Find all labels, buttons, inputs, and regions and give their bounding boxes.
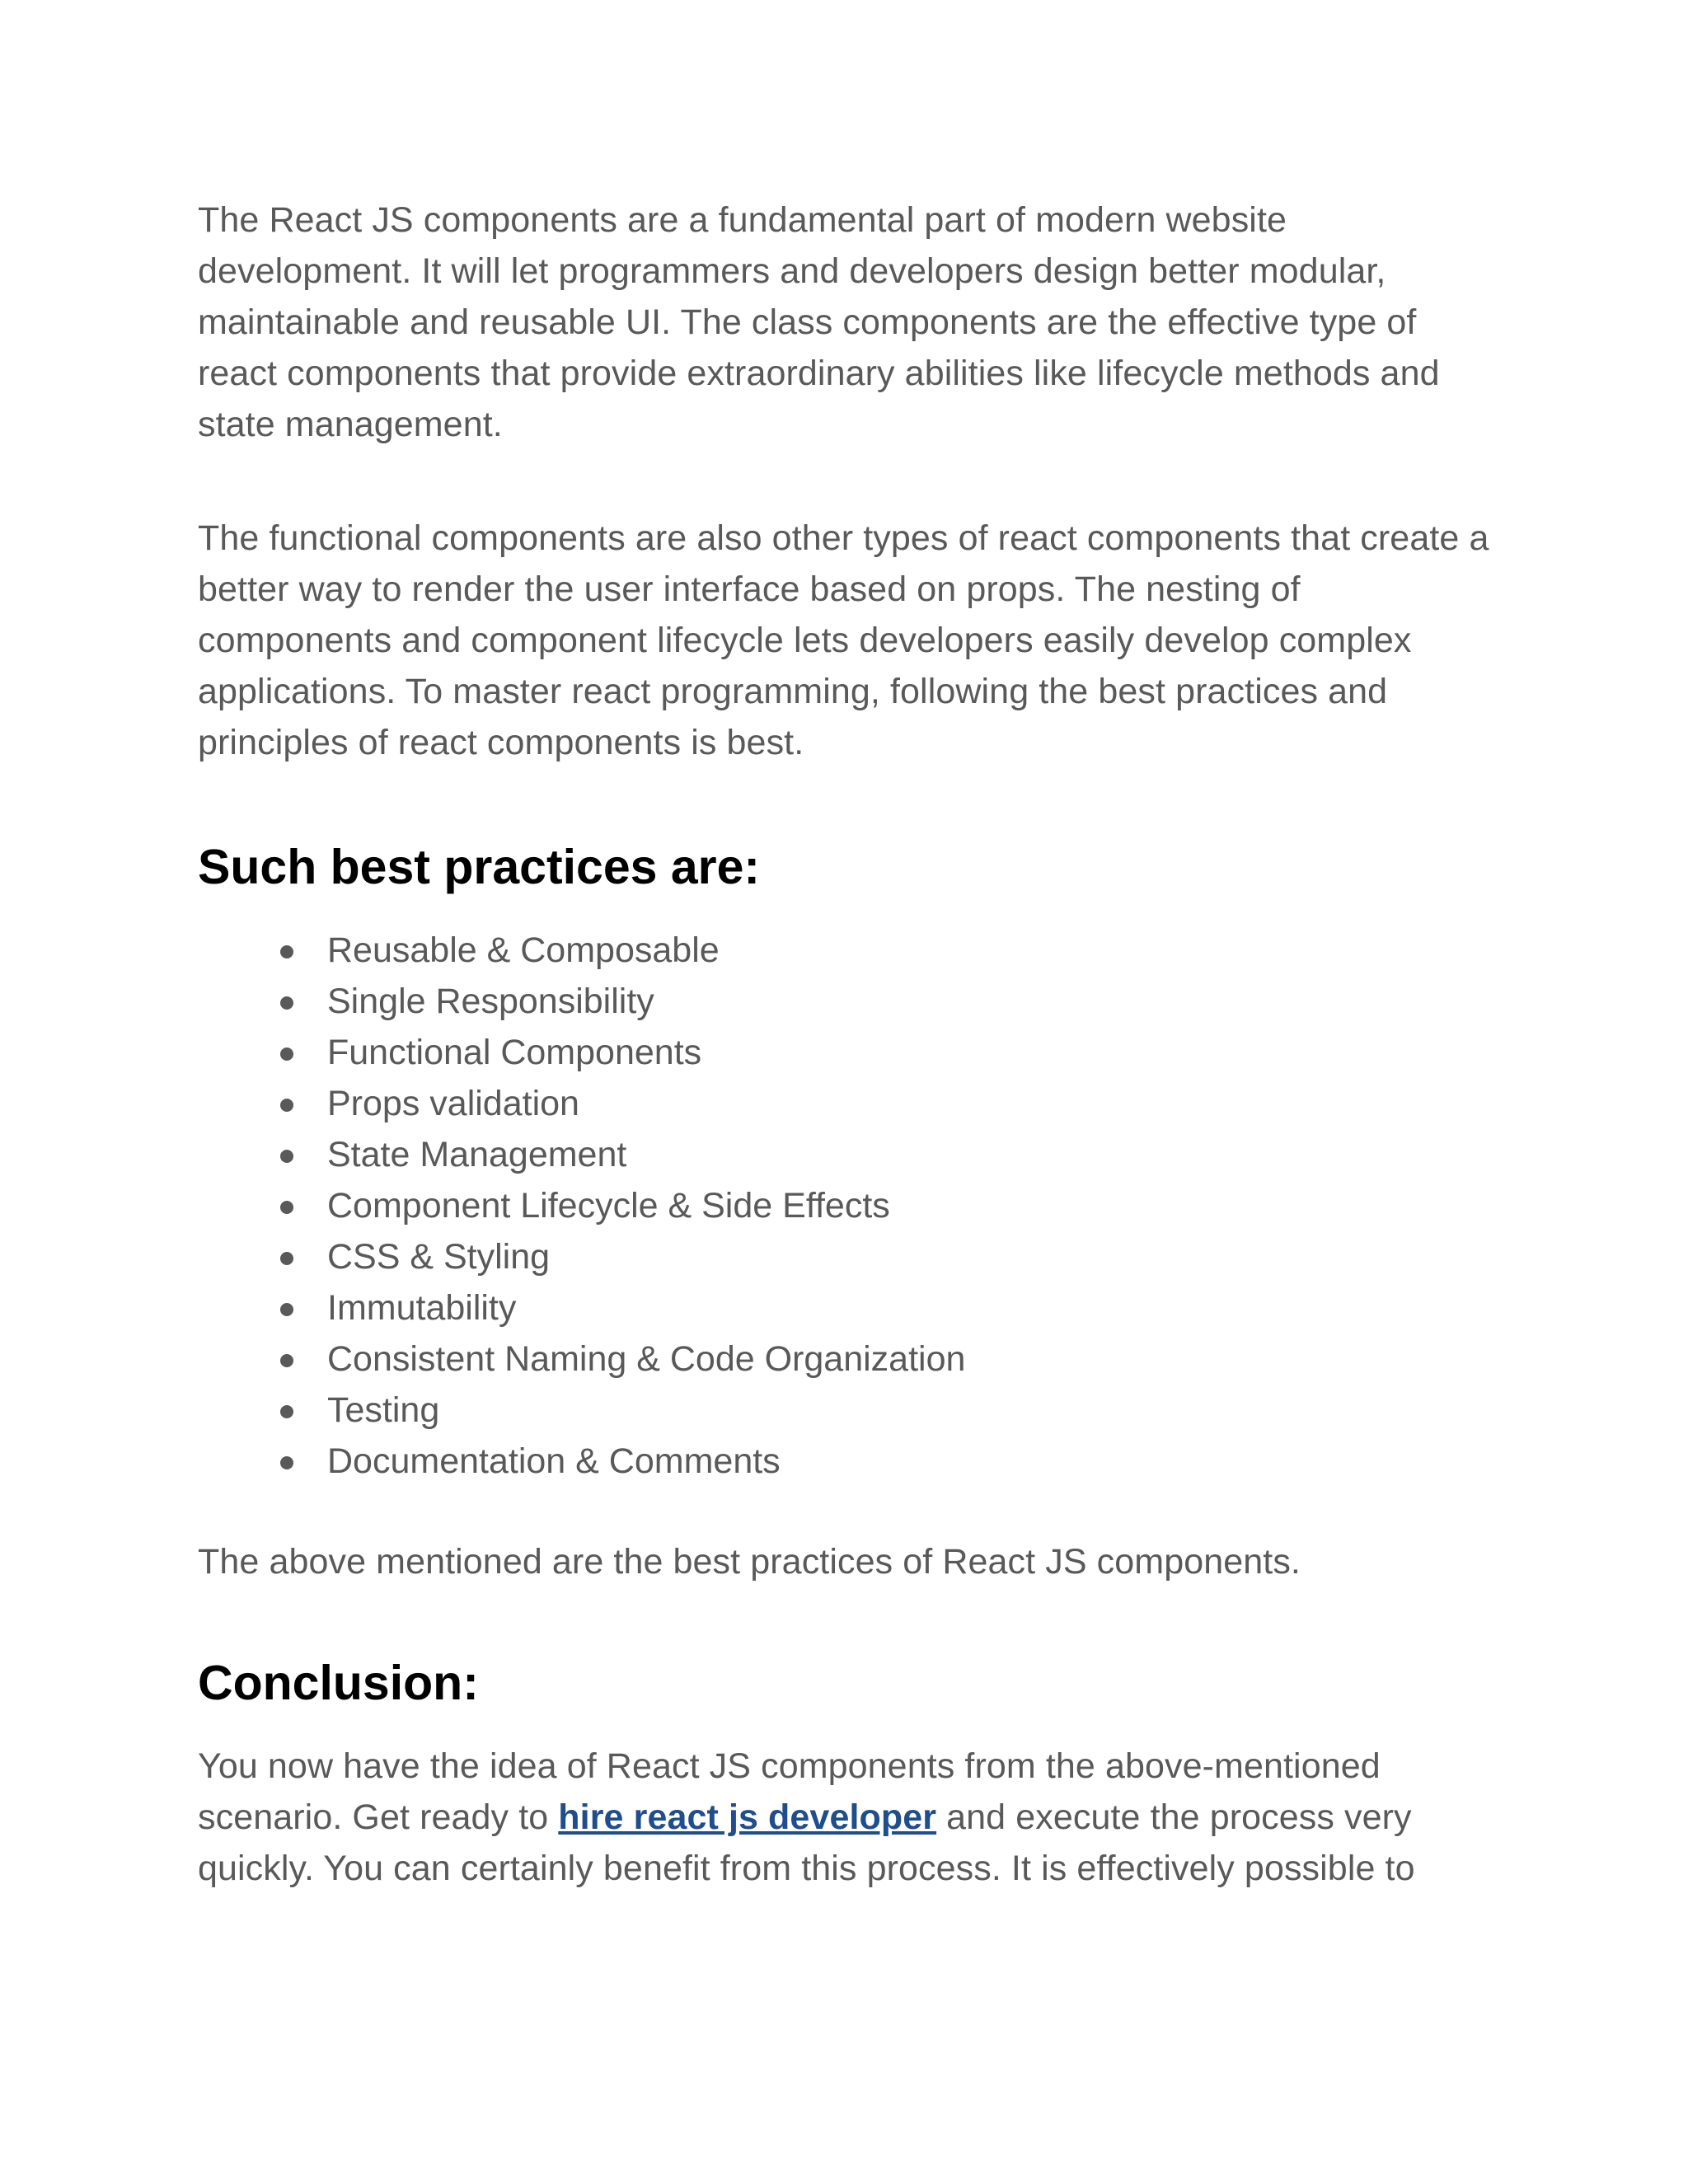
- bullet-icon: [280, 1405, 293, 1418]
- list-item-label: Reusable & Composable: [327, 930, 720, 970]
- best-practices-heading: Such best practices are:: [198, 840, 761, 894]
- document-page: [198, 194, 1500, 1894]
- list-item-label: Documentation & Comments: [327, 1441, 781, 1481]
- bullet-icon: [280, 1303, 293, 1316]
- bullet-icon: [280, 1201, 293, 1214]
- list-item: [198, 1385, 1500, 1436]
- bullet-icon: [280, 945, 293, 958]
- bullet-icon: [280, 1456, 293, 1469]
- functional-components-paragraph: The functional components are also other types of react components that create a better way to render the user interface based on props. The nesting of components and component lifecycle lets developers easily develop complex applications. To master react programming, following the best practices and principles of react components is best.: [198, 518, 1489, 762]
- list-item: [198, 1078, 1500, 1129]
- best-practices-list: [198, 925, 1500, 1487]
- list-item: [198, 1231, 1500, 1282]
- bullet-icon: [280, 1099, 293, 1112]
- conclusion-paragraph: [198, 1741, 1500, 1894]
- list-item-label: Immutability: [327, 1288, 517, 1328]
- list-item-label: Consistent Naming & Code Organization: [327, 1339, 966, 1379]
- bullet-icon: [280, 1354, 293, 1367]
- summary-paragraph: The above mentioned are the best practices of React JS components.: [198, 1542, 1301, 1582]
- list-item: [198, 1436, 1500, 1487]
- bullet-icon: [280, 1150, 293, 1163]
- list-item-label: CSS & Styling: [327, 1237, 551, 1277]
- list-item-label: Props validation: [327, 1084, 579, 1123]
- bullet-icon: [280, 996, 293, 1010]
- list-item-label: Single Responsibility: [327, 982, 654, 1021]
- hire-developer-link[interactable]: hire react js developer: [558, 1797, 937, 1837]
- list-item: [198, 1027, 1500, 1078]
- list-item: [198, 1180, 1500, 1231]
- list-item: [198, 1129, 1500, 1180]
- bullet-icon: [280, 1252, 293, 1265]
- list-item-label: State Management: [327, 1135, 627, 1174]
- list-item: [198, 1333, 1500, 1385]
- conclusion-text-after-link: and execute the process very quickly. You can certainly benefit from this process. It is effectively possible to: [198, 1797, 1415, 1888]
- list-item: [198, 1282, 1500, 1333]
- intro-paragraph: The React JS components are a fundamental part of modern website development. It will let programmers and developers design better modular, maintainable and reusable UI. The class components are the effective type of react components that provide extraordinary abilities like lifecycle methods and state management.: [198, 200, 1440, 444]
- conclusion-heading: Conclusion:: [198, 1656, 479, 1710]
- list-item: [198, 925, 1500, 976]
- list-item-label: Component Lifecycle & Side Effects: [327, 1186, 890, 1226]
- conclusion-text-before-link: You now have the idea of React JS components from the above-mentioned scenario. Get ready to: [198, 1746, 1381, 1837]
- bullet-icon: [280, 1047, 293, 1061]
- list-item-label: Functional Components: [327, 1033, 702, 1072]
- list-item-label: Testing: [327, 1390, 440, 1430]
- list-item: [198, 976, 1500, 1027]
